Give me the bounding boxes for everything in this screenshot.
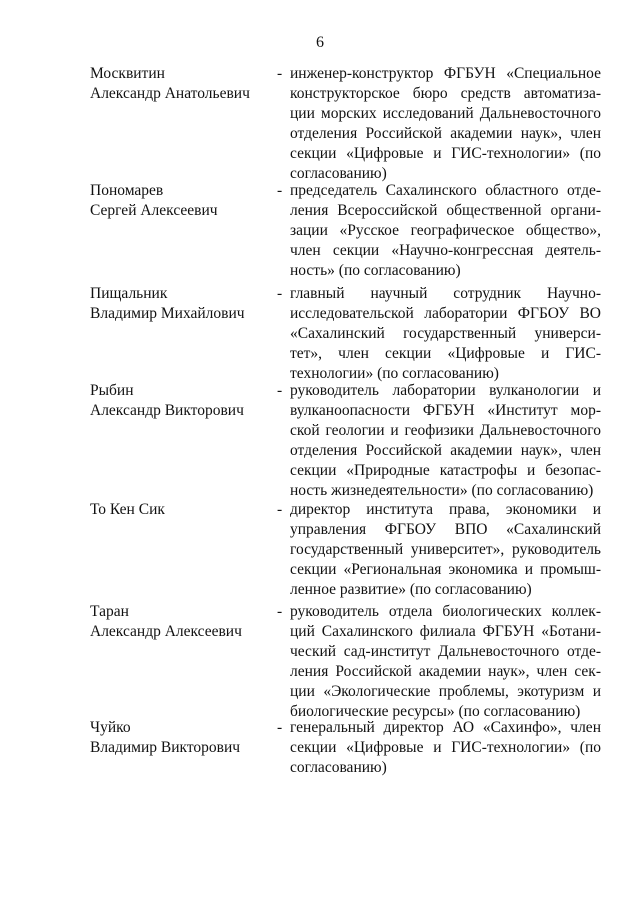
role-line: биологические ресурсы» (по согласованию) [290,703,581,720]
entry-dash: - [277,603,283,620]
member-name [90,181,283,221]
role-line: инженер-конструктор ФГБУН «Специальное [290,65,601,82]
member-name [90,602,283,642]
role-line: отделения Российской академии наук», член [290,125,601,142]
member-surname: Рыбин [90,382,134,399]
role-line: «Сахалинский государственный универси- [290,325,601,342]
role-line: ленное развитие» (по согласованию) [290,581,532,598]
role-line: согласованию) [290,165,387,182]
member-role-description [290,500,601,600]
page-number: 6 [316,34,324,51]
role-line: генеральный директор АО «Сахинфо», член [290,719,601,736]
role-line: ческий сад-институт Дальневосточного отде- [290,643,601,660]
member-role-description [290,64,601,184]
member-surname: Чуйко [90,719,131,736]
member-role-description [290,284,601,384]
role-line: управления ФГБОУ ВПО «Сахалинский [290,521,601,538]
role-line: председатель Сахалинского областного отде- [290,182,601,199]
role-line: тет», член секции «Цифровые и ГИС- [290,345,601,362]
member-surname: Пономарев [90,182,164,199]
entry-dash: - [277,65,283,82]
member-role-description [290,181,601,281]
role-line: конструкторское бюро средств автоматиза- [290,85,601,102]
member-given-names: Александр Викторович [90,402,244,419]
member-role-description [290,718,601,778]
member-role-description [290,602,601,722]
member-given-names: Александр Анатольевич [90,85,250,102]
role-line: вулканоопасности ФГБУН «Институт мор- [290,402,601,419]
entry-dash: - [277,182,283,199]
member-given-names: Сергей Алексеевич [90,202,218,219]
role-line: исследовательской лаборатории ФГБОУ ВО [290,305,601,322]
role-line: ления Всероссийской общественной органи- [290,202,601,219]
member-given-names: Владимир Викторович [90,739,241,756]
entry-dash: - [277,501,283,518]
role-line: государственный университет», руководитель [290,541,601,558]
member-given-names: Владимир Михайлович [90,305,245,322]
role-line: согласованию) [290,759,387,776]
role-line: ции «Экологические проблемы, экотуризм и [290,683,601,700]
role-line: руководитель лаборатории вулканологии и [290,382,601,399]
member-given-names: Александр Алексеевич [90,623,242,640]
role-line: зации «Русское географическое общество», [290,222,601,239]
member-name [90,718,283,758]
role-line: отделения Российской академии наук», член [290,442,601,459]
entry-dash: - [277,285,283,302]
role-line: ций Сахалинского филиала ФГБУН «Ботани- [290,623,601,640]
role-line: ской геологии и геофизики Дальневосточного [290,422,601,439]
role-line: ления Российской академии наук», член сек- [290,663,601,680]
role-line: член секции «Научно-конгрессная деятель- [290,242,601,259]
member-surname: Таран [90,603,129,620]
role-line: ность» (по согласованию) [290,262,461,279]
member-surname: Пищальник [90,285,168,302]
role-line: технологии» (по согласованию) [290,365,499,382]
role-line: секции «Цифровые и ГИС-технологии» (по [290,145,601,162]
role-line: ции морских исследований Дальневосточного [290,105,601,122]
role-line: секции «Региональная экономика и промыш- [290,561,601,578]
member-surname: То Кен Сик [90,501,165,518]
entry-dash: - [277,719,283,736]
member-name [90,500,283,520]
member-name [90,64,283,104]
role-line: директор института права, экономики и [290,501,601,518]
member-surname: Москвитин [90,65,165,82]
member-role-description [290,381,601,501]
role-line: ность жизнедеятельности» (по согласованию) [290,482,594,499]
member-name [90,284,283,324]
entry-dash: - [277,382,283,399]
role-line: секции «Природные катастрофы и безопас- [290,462,601,479]
role-line: секции «Цифровые и ГИС-технологии» (по [290,739,601,756]
member-name [90,381,283,421]
role-line: руководитель отдела биологических коллек- [290,603,601,620]
role-line: главный научный сотрудник Научно- [290,285,601,302]
